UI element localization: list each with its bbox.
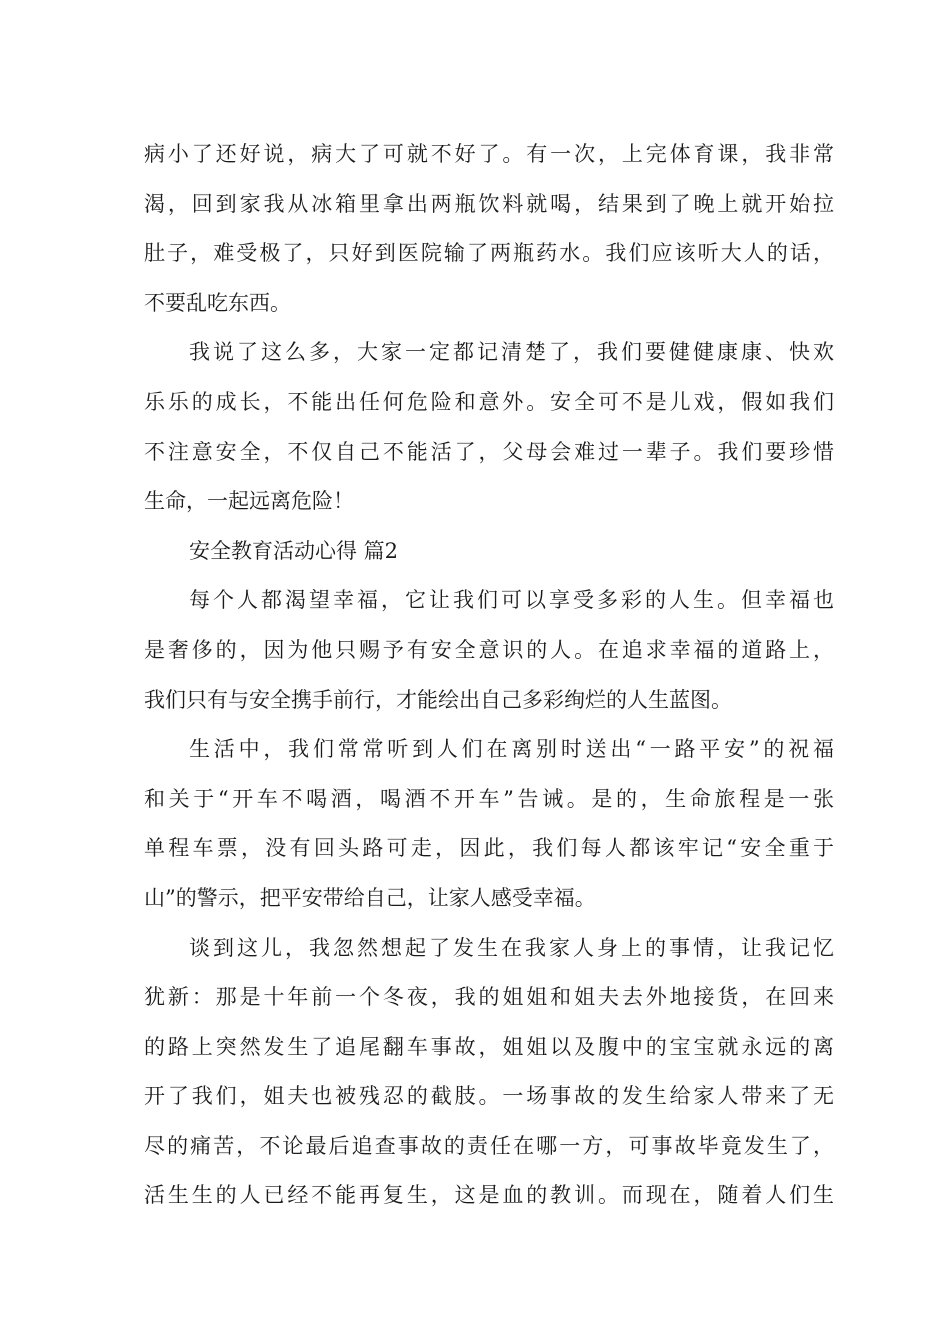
document-body	[144, 130, 834, 1221]
paragraph-line: 山”的警示，把平安带给自己，让家人感受幸福。	[144, 885, 596, 910]
paragraph-line: 是奢侈的，因为他只赐予有安全意识的人。在追求幸福的道路上，	[144, 637, 834, 662]
paragraph-line: 的路上突然发生了追尾翻车事故，姐姐以及腹中的宝宝就永远的离	[144, 1034, 834, 1059]
paragraph-line: 开了我们，姐夫也被残忍的截肢。一场事故的发生给家人带来了无	[144, 1084, 834, 1109]
section-heading: 安全教育活动心得 篇2	[189, 538, 399, 563]
paragraph-line: 渴，回到家我从冰箱里拿出两瓶饮料就喝，结果到了晚上就开始拉	[144, 191, 834, 216]
paragraph-line: 生命，一起远离危险！	[144, 489, 354, 514]
paragraph-line: 乐乐的成长，不能出任何危险和意外。安全可不是儿戏，假如我们	[144, 389, 834, 414]
paragraph-line: 和关于“开车不喝酒，喝酒不开车”告诫。是的，生命旅程是一张	[144, 786, 834, 811]
paragraph-line: 不要乱吃东西。	[144, 290, 291, 315]
paragraph-line: 不注意安全，不仅自己不能活了，父母会难过一辈子。我们要珍惜	[144, 439, 834, 464]
paragraph-line: 犹新：那是十年前一个冬夜，我的姐姐和姐夫去外地接货，在回来	[144, 985, 834, 1010]
paragraph-line: 每个人都渴望幸福，它让我们可以享受多彩的人生。但幸福也	[189, 588, 834, 613]
paragraph-line: 单程车票，没有回头路可走，因此，我们每人都该牢记“安全重于	[144, 836, 834, 861]
paragraph-line: 活生生的人已经不能再复生，这是血的教训。而现在，随着人们生	[144, 1183, 834, 1208]
paragraph-line: 肚子，难受极了，只好到医院输了两瓶药水。我们应该听大人的话，	[144, 241, 834, 266]
paragraph-line: 谈到这儿，我忽然想起了发生在我家人身上的事情，让我记忆	[189, 935, 834, 960]
paragraph-line: 病小了还好说，病大了可就不好了。有一次，上完体育课，我非常	[144, 142, 834, 166]
paragraph-line: 我说了这么多，大家一定都记清楚了，我们要健健康康、快欢	[189, 340, 834, 365]
paragraph-line: 尽的痛苦，不论最后追查事故的责任在哪一方，可事故毕竟发生了，	[144, 1133, 834, 1158]
paragraph-line: 我们只有与安全携手前行，才能绘出自己多彩绚烂的人生蓝图。	[144, 687, 732, 712]
paragraph-line: 生活中，我们常常听到人们在离别时送出“一路平安”的祝福	[189, 737, 834, 762]
